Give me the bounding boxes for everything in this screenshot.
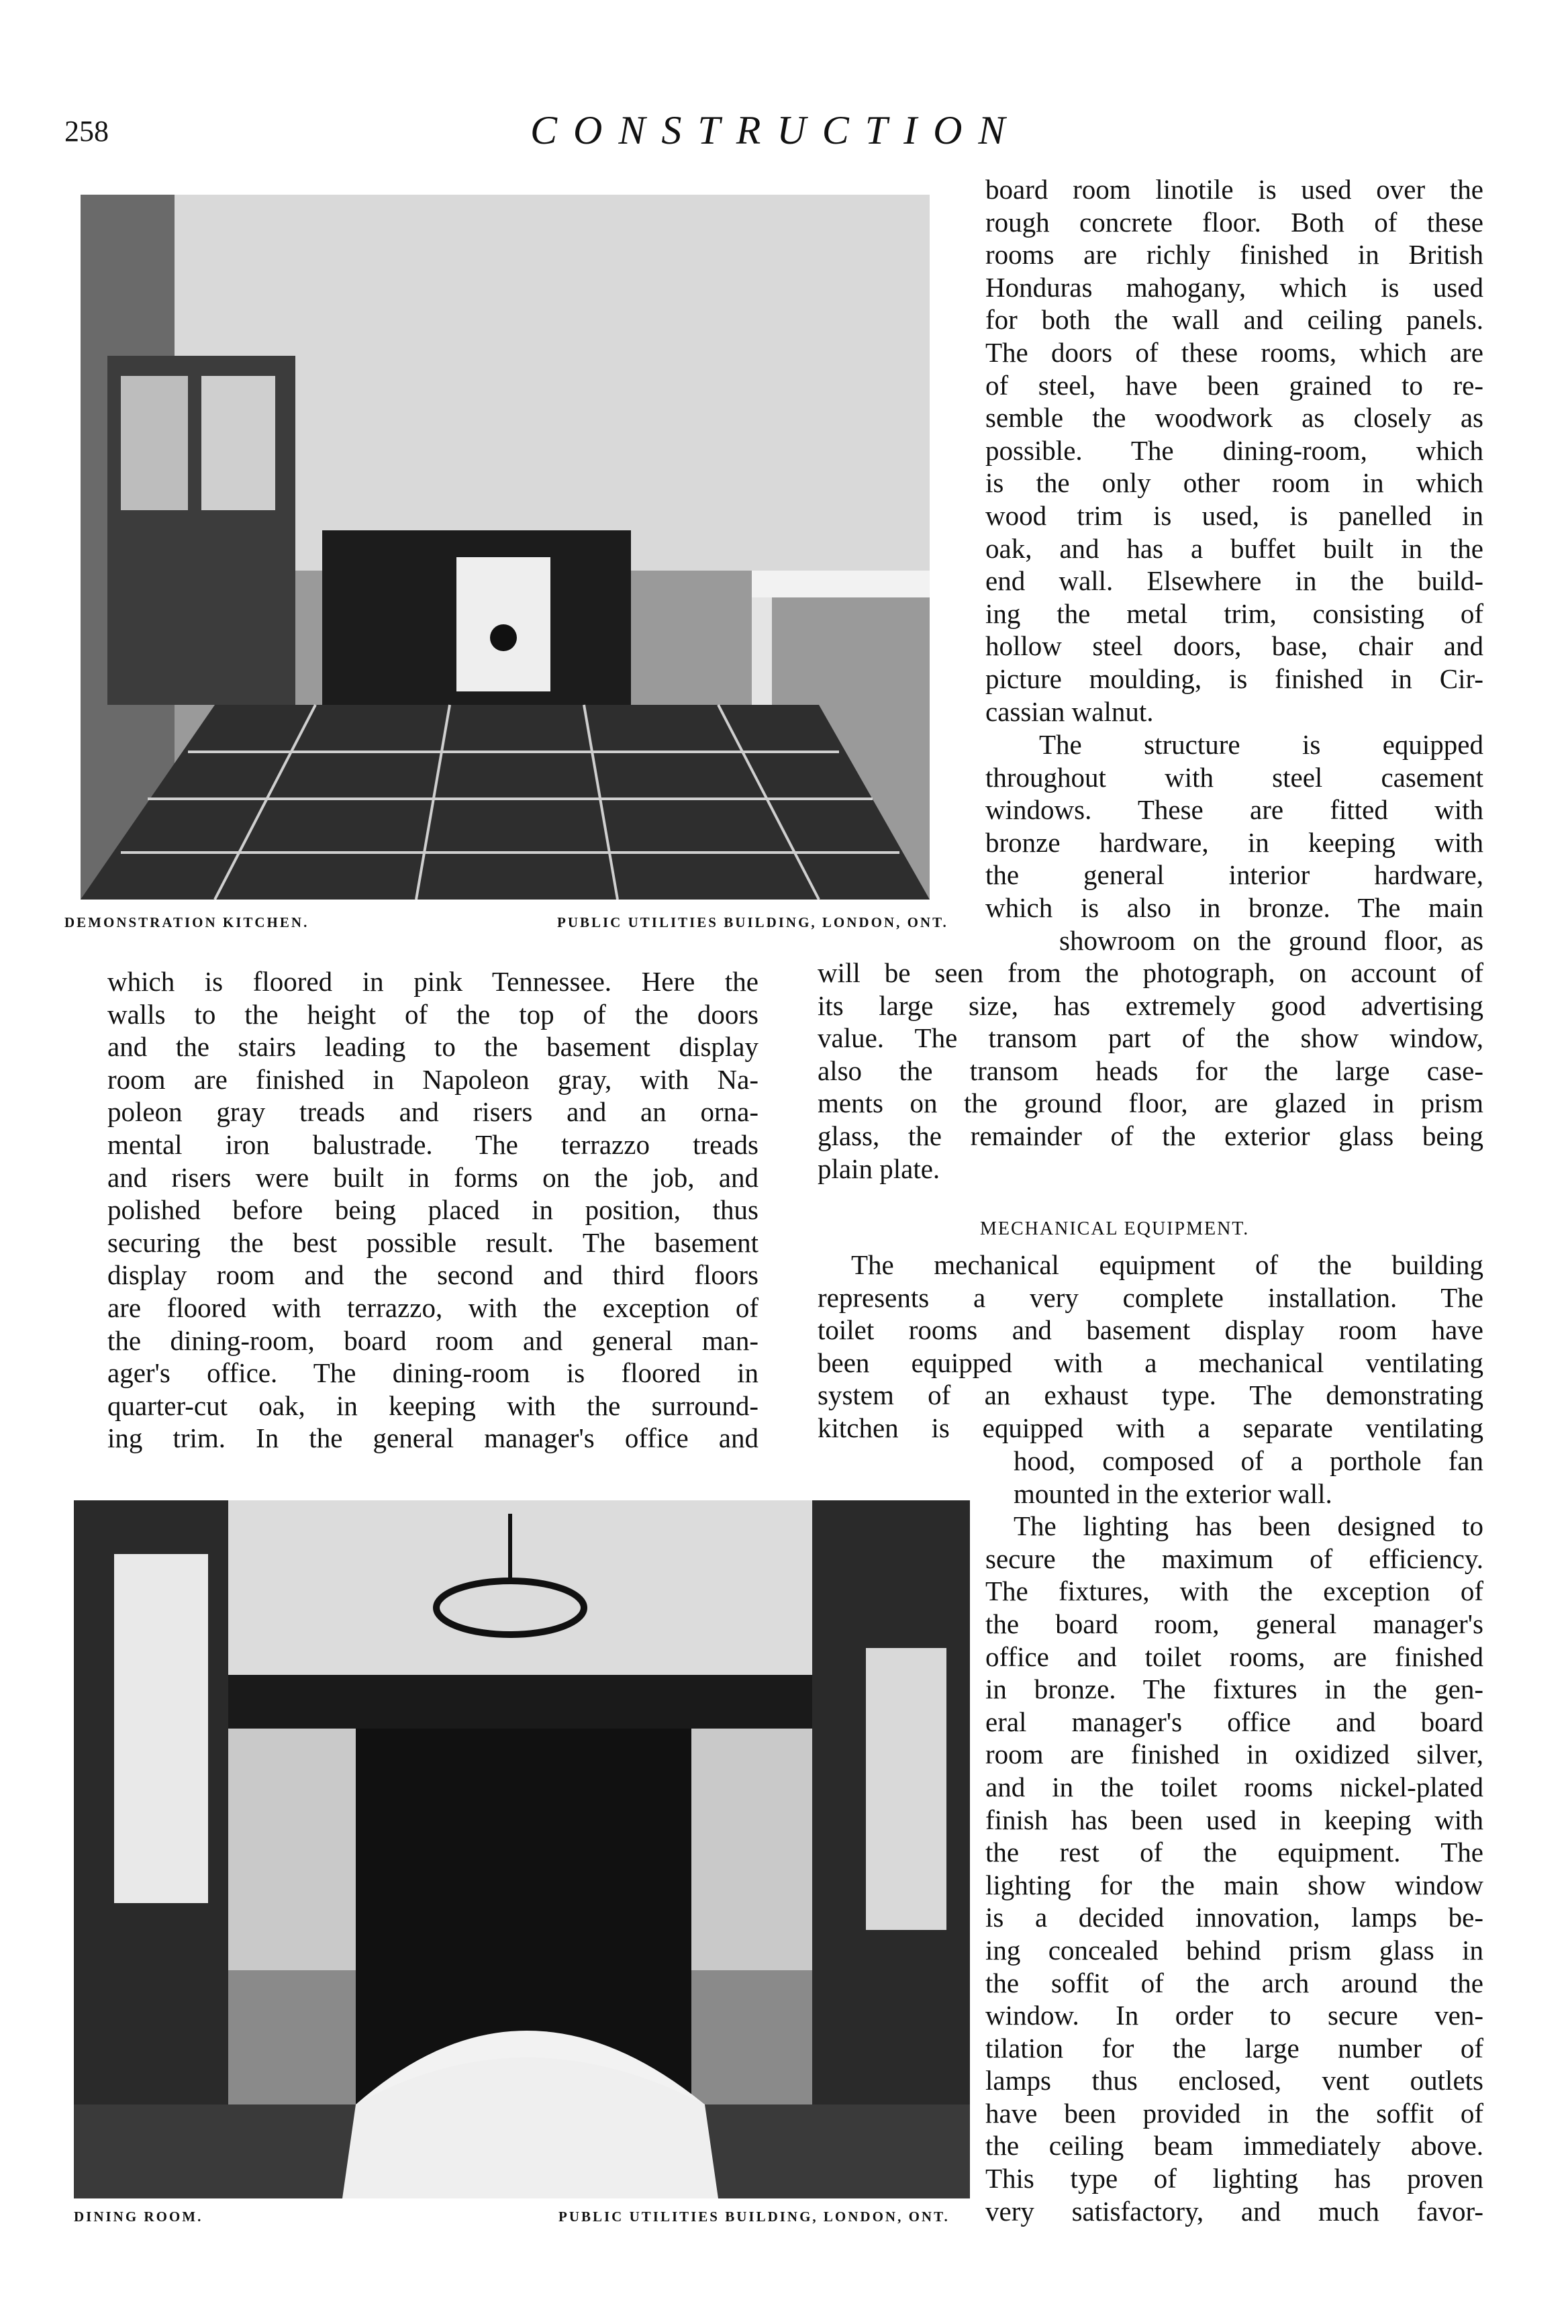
kitchen-photo [81, 195, 930, 900]
text-line: mounted in the exterior wall. [1014, 1478, 1332, 1509]
text-line: been equipped with a mechanical ventilating [818, 1347, 1483, 1378]
text-line: rough concrete floor. Both of these [985, 206, 1483, 238]
dining-caption-right: PUBLIC UTILITIES BUILDING, LONDON, ONT. [558, 2209, 950, 2225]
text-line: the ceiling beam immediately above. [985, 2130, 1483, 2162]
text-line: ing concealed behind prism glass in [985, 1934, 1483, 1966]
text-line: finish has been used in keeping with [985, 1804, 1483, 1835]
text-line: of steel, have been grained to re- [985, 369, 1483, 401]
running-head: CONSTRUCTION [530, 108, 1022, 152]
text-line: hollow steel doors, base, chair and [985, 630, 1483, 662]
page-number: 258 [64, 115, 109, 148]
text-line: ments on the ground floor, are glazed in prism [818, 1087, 1483, 1119]
text-line: room are finished in oxidized silver, [985, 1739, 1483, 1770]
text-line: glass, the remainder of the exterior glass being [818, 1120, 1483, 1151]
text-line: represents a very complete installation. The [818, 1281, 1483, 1313]
dining-room-photo [74, 1500, 970, 2198]
text-line: ager's office. The dining-room is floored in [107, 1357, 758, 1389]
text-line: poleon gray treads and risers and an orna- [107, 1096, 758, 1128]
text-line: eral manager's office and board [985, 1706, 1483, 1737]
text-line: oak, and has a buffet built in the [985, 532, 1483, 564]
text-line: are floored with terrazzo, with the exception of [107, 1292, 758, 1323]
text-line: in bronze. The fixtures in the gen- [985, 1674, 1483, 1705]
text-line: the general interior hardware, [985, 859, 1483, 891]
text-line: lighting for the main show window [985, 1869, 1483, 1900]
text-line: toilet rooms and basement display room have [818, 1314, 1483, 1346]
text-line: tilation for the large number of [985, 2032, 1483, 2064]
text-line: This type of lighting has proven [985, 2163, 1483, 2194]
right-column-para2 [985, 728, 1483, 957]
text-line: walls to the height of the top of the doors [107, 998, 758, 1030]
text-line: The fixtures, with the exception of [985, 1576, 1483, 1607]
text-line: ing trim. In the general manager's office and [107, 1422, 758, 1454]
text-line: showroom on the ground floor, as [1059, 924, 1483, 956]
right-column-lighting [985, 1445, 1483, 2227]
dining-caption-left: DINING ROOM. [74, 2209, 203, 2225]
text-line: plain plate. [818, 1153, 940, 1184]
text-line: The lighting has been designed to [1014, 1510, 1483, 1542]
text-line: which is also in bronze. The main [985, 891, 1483, 923]
text-line: for both the wall and ceiling panels. [985, 304, 1483, 336]
right-column-wide [818, 957, 1483, 1185]
text-line: The mechanical equipment of the building [851, 1249, 1483, 1280]
text-line: wood trim is used, is panelled in [985, 499, 1483, 531]
text-line: quarter-cut oak, in keeping with the surround- [107, 1390, 758, 1421]
section-heading-mechanical: MECHANICAL EQUIPMENT. [980, 1218, 1250, 1239]
text-line: possible. The dining-room, which [985, 434, 1483, 466]
text-line: lamps thus enclosed, vent outlets [985, 2065, 1483, 2096]
text-line: is the only other room in which [985, 467, 1483, 499]
text-line: mental iron balustrade. The terrazzo treads [107, 1128, 758, 1160]
text-line: throughout with steel casement [985, 761, 1483, 793]
text-line: room are finished in Napoleon gray, with Na- [107, 1063, 758, 1095]
text-line: which is floored in pink Tennessee. Here the [107, 966, 758, 997]
text-line: office and toilet rooms, are finished [985, 1641, 1483, 1672]
text-line: the soffit of the arch around the [985, 1967, 1483, 1998]
text-line: is a decided innovation, lamps be- [985, 1902, 1483, 1933]
text-line: kitchen is equipped with a separate ventilating [818, 1412, 1483, 1443]
right-column-top [985, 173, 1483, 728]
kitchen-caption-left: DEMONSTRATION KITCHEN. [64, 914, 309, 930]
text-line: window. In order to secure ven- [985, 2000, 1483, 2031]
text-line: Honduras mahogany, which is used [985, 271, 1483, 303]
text-line: the dining-room, board room and general man- [107, 1324, 758, 1356]
text-line: and the stairs leading to the basement display [107, 1031, 758, 1063]
text-line: picture moulding, is finished in Cir- [985, 663, 1483, 694]
text-line: also the transom heads for the large case- [818, 1055, 1483, 1086]
text-line: polished before being placed in position, thus [107, 1194, 758, 1226]
text-line: and in the toilet rooms nickel-plated [985, 1771, 1483, 1802]
right-column-mechanical [818, 1249, 1483, 1445]
text-line: its large size, has extremely good advertising [818, 989, 1483, 1021]
kitchen-caption-right: PUBLIC UTILITIES BUILDING, LONDON, ONT. [557, 914, 948, 930]
text-line: bronze hardware, in keeping with [985, 826, 1483, 858]
text-line: rooms are richly finished in British [985, 239, 1483, 271]
text-line: board room linotile is used over the [985, 174, 1483, 205]
text-line: The doors of these rooms, which are [985, 336, 1483, 368]
text-line: will be seen from the photograph, on account of [818, 957, 1483, 988]
text-line: The structure is equipped [1039, 729, 1483, 760]
text-line: secure the maximum of efficiency. [985, 1543, 1483, 1574]
text-line: semble the woodwork as closely as [985, 402, 1483, 434]
text-line: end wall. Elsewhere in the build- [985, 565, 1483, 597]
left-column [107, 965, 758, 1455]
text-line: very satisfactory, and much favor- [985, 2195, 1483, 2227]
text-line: hood, composed of a porthole fan [1014, 1445, 1483, 1476]
text-line: the board room, general manager's [985, 1608, 1483, 1639]
text-line: display room and the second and third floors [107, 1259, 758, 1291]
text-line: value. The transom part of the show window, [818, 1022, 1483, 1054]
text-line: ing the metal trim, consisting of [985, 597, 1483, 629]
text-line: cassian walnut. [985, 695, 1154, 727]
text-line: the rest of the equipment. The [985, 1837, 1483, 1868]
text-line: securing the best possible result. The basement [107, 1226, 758, 1258]
text-line: have been provided in the soffit of [985, 2097, 1483, 2129]
text-line: and risers were built in forms on the job, and [107, 1161, 758, 1193]
text-line: system of an exhaust type. The demonstrating [818, 1379, 1483, 1411]
text-line: windows. These are fitted with [985, 794, 1483, 826]
